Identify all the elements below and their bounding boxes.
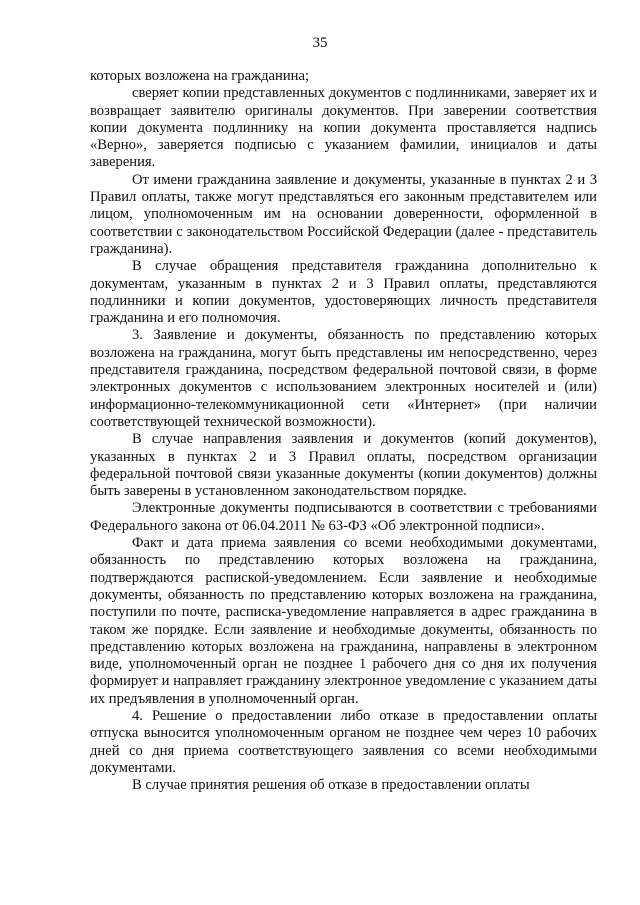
paragraph: 3. Заявление и документы, обязанность по представлению которых возложена на гражданина, могут быть представлены им непосредственно, через представителя гражданина, посредством федеральной почтовой связи, в форме электронных документов с использованием электронных носителей и (или) информационно-телекоммуникационной сети «Интернет» (при наличии соответствующей технической возможности). <box>90 327 597 430</box>
document-body <box>90 68 597 794</box>
paragraph: сверяет копии представленных документов с подлинниками, заверяет их и возвращает заявителю оригиналы документов. При заверении соответствия копии документа подлиннику на копии документа проставляется надпись «Верно», заверяется подписью с указанием фамилии, инициалов и даты заверения. <box>90 85 597 171</box>
paragraph: Факт и дата приема заявления со всеми необходимыми документами, обязанность по представлению которых возложена на гражданина, подтверждаются распиской-уведомлением. Если заявление и необходимые документы, обязанность по представлению которых возложена на гражданина, поступили по почте, расписка-уведомление направляется в адрес гражданина в таком же порядке. Если заявление и необходимые документы, обязанность по представлению которых возложена на гражданина, направлены в электронном виде, уполномоченный орган не позднее 1 рабочего дня со дня их получения формирует и направляет гражданину электронное уведомление с указанием даты их предъявления в уполномоченный орган. <box>90 535 597 707</box>
paragraph: В случае направления заявления и документов (копий документов), указанных в пунктах 2 и 3 Правил оплаты, посредством организации федеральной почтовой связи указанные документы (копии документов) должны быть заверены в установленном законодательством порядке. <box>90 431 597 500</box>
paragraph: В случае обращения представителя гражданина дополнительно к документам, указанным в пунктах 2 и 3 Правил оплаты, представляются подлинники и копии документов, удостоверяющих личность представителя гражданина и его полномочия. <box>90 258 597 327</box>
paragraph: В случае принятия решения об отказе в предоставлении оплаты <box>132 777 530 794</box>
page-number: 35 <box>312 35 328 51</box>
paragraph: От имени гражданина заявление и документы, указанные в пунктах 2 и 3 Правил оплаты, также могут представляться его законным представителем или лицом, уполномоченным им на основании доверенности, оформленной в соответствии с законодательством Российской Федерации (далее - представитель гражданина). <box>90 171 597 257</box>
paragraph: 4. Решение о предоставлении либо отказе в предоставлении оплаты отпуска выносится уполномоченным органом не позднее чем через 10 рабочих дней со дня приема соответствующего заявления со всеми необходимыми документами. <box>90 707 597 776</box>
paragraph: Электронные документы подписываются в соответствии с требованиями Федерального закона от 06.04.2011 № 63-ФЗ «Об электронной подписи». <box>90 500 597 534</box>
paragraph: которых возложена на гражданина; <box>90 68 309 84</box>
